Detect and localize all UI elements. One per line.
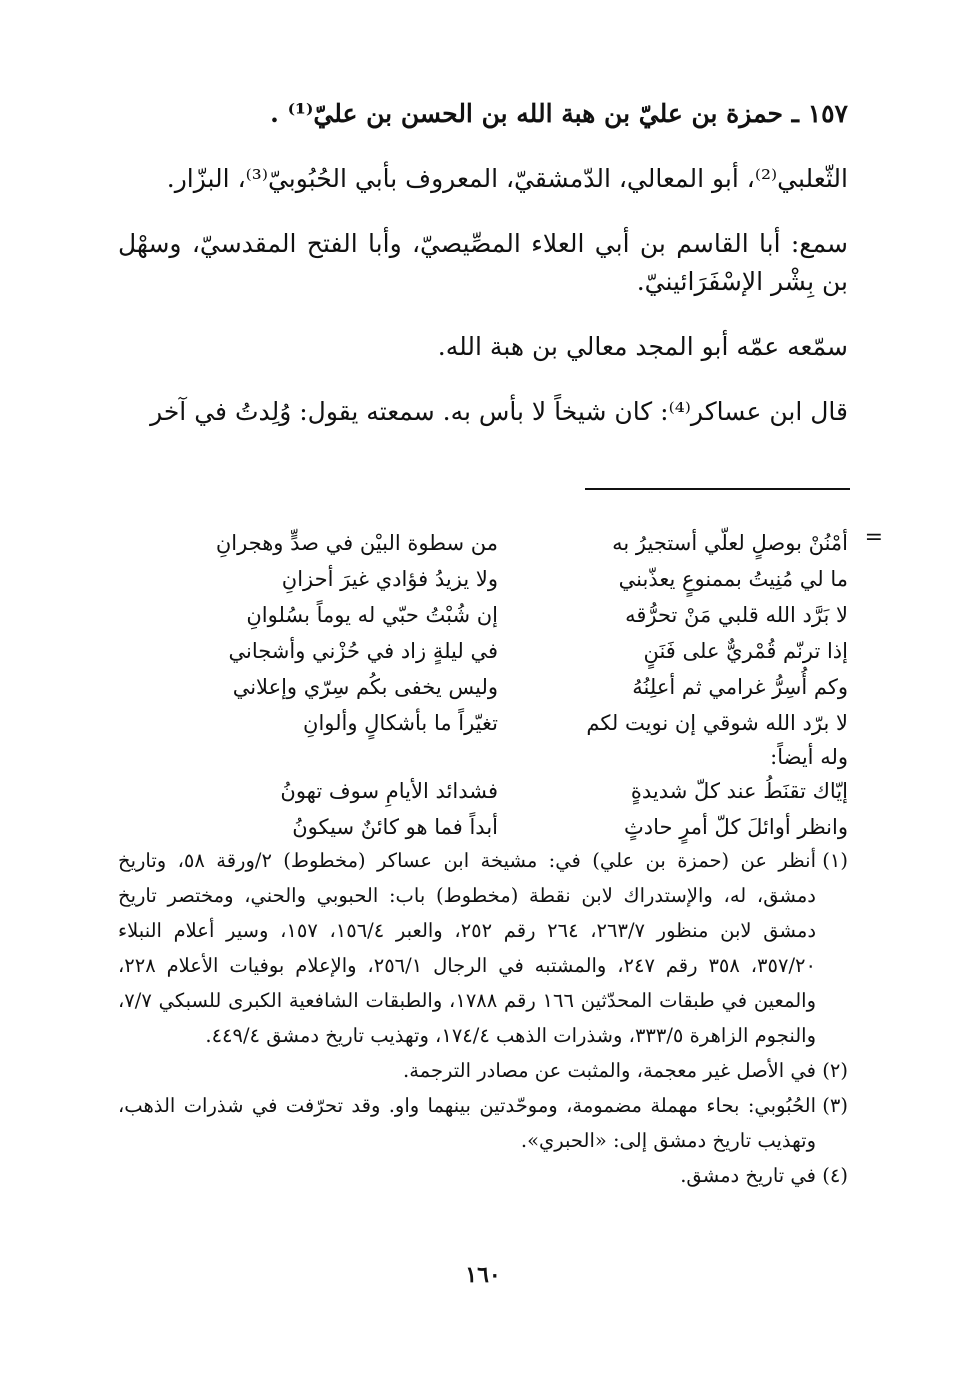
poem-label: وله أيضاً:	[770, 745, 848, 769]
hemistich-first: ما لي مُنِيتُ بممنوعٍ يعذّبني	[618, 567, 848, 591]
hemistich-second: من سطوة البيْن في صدٍّ وهجرانِ	[215, 531, 498, 555]
verse	[88, 525, 848, 561]
entry-title: ١٥٧ ـ حمزة بن عليّ بن هبة الله بن الحسن بن عليّ⁽¹⁾ .	[270, 99, 848, 128]
verse	[88, 705, 848, 741]
hemistich-second: فشدائد الأيامِ سوف تهونُ	[280, 779, 498, 803]
verse	[88, 633, 848, 669]
verse	[88, 669, 848, 705]
verse	[88, 561, 848, 597]
footnote-number: (١)	[822, 849, 848, 872]
footnote-number: (٤)	[822, 1164, 848, 1187]
footnote-number: (٢)	[822, 1059, 848, 1082]
hemistich-second: ولا يزيدُ فؤادي غيرَ أحزانِ	[281, 567, 498, 591]
paragraph-students: سمّعه عمّه أبو المجد معالي بن هبة الله.	[437, 332, 848, 361]
footnote	[118, 1158, 848, 1193]
paragraph-quote: قال ابن عساكر⁽⁴⁾: كان شيخاً لا بأس به. سمعته يقول: وُلِدتُ في آخر	[150, 397, 848, 426]
hemistich-second: تغيّراً ما بأشكالٍ وألوانِ	[303, 711, 498, 735]
hemistich-second: أبداً فما هو كائنٌ سيكونُ	[292, 815, 498, 839]
hemistich-second: وليس يخفى بكُم سِرّي وإعلاني	[232, 675, 498, 699]
footnote-text: الحُبُوبي: بحاء مهملة مضمومة، وموحّدتين بينهما واو. وقد تحرّفت في شذرات الذهب، وتهذيب تاريخ دمشق إلى: «الحبري».	[118, 1094, 816, 1152]
hemistich-first: لا بَرَّد الله قلبي مَنْ تحرُّقه	[625, 603, 848, 627]
footnote-text: أنظر عن (حمزة بن علي) في: مشيخة ابن عساكر (مخطوط) ٢/ورقة ٥٨، وتاريخ دمشق، له، والإستدراك لابن نقطة (مخطوط) باب: الحبوبي والحني، ومختصر تاريخ دمشق لابن منظور ٢٦٣/٧، ٢٦٤ رقم ٢٥٢، والعبر ١٥٦/٤، ١٥٧، وسير أعلام النبلاء ٣٥٧/٢٠، ٣٥٨ رقم ٢٤٧، والمشتبه في الرجال ٢٥٦/١، والإعلام بوفيات الأعلام ٢٢٨، والمعين في طبقات المحدّثين ١٦٦ رقم ١٧٨٨، والطبقات الشافعية الكبرى للسبكي ٧/٧، والنجوم الزاهرة ٣٣٣/٥، وشذرات الذهب ١٧٤/٤، وتهذيب تاريخ دمشق ٤٤٩/٤.	[118, 849, 817, 1047]
hemistich-first: وكم أُسِرُّ غرامي ثم أعلِنُهُ	[632, 675, 848, 699]
hemistich-first: أمْنُنْ بوصلٍ لعلّي أستجيرُ به	[612, 531, 848, 555]
footnote	[118, 1088, 848, 1158]
hemistich-second: إن شُبْتُ حبّي له يوماً بسُلوانِ	[246, 603, 498, 627]
main-text	[118, 95, 848, 458]
verse	[88, 597, 848, 633]
footnote-text: في تاريخ دمشق.	[680, 1164, 816, 1187]
page-number: ١٦٠	[465, 1262, 501, 1288]
footnote	[118, 1053, 848, 1088]
hemistich-second: في ليلةٍ زاد في حُزْني وأشجاني	[228, 639, 498, 663]
hemistich-first: لا برّد الله شوقي إن نويت لكم	[586, 711, 848, 735]
hemistich-first: وانظر أوائلَ كلّ أمرٍ حادثٍ	[624, 815, 848, 839]
hemistich-first: إذا ترنّم قُمْريٌّ على فَنَنٍ	[643, 639, 848, 663]
paragraph-nisba: الثّعلبي⁽²⁾، أبو المعالي، الدّمشقيّ، المعروف بأبي الحُبُوبيّ⁽³⁾، البزّار.	[166, 164, 848, 193]
paragraph-teachers: سمع: أبا القاسم بن أبي العلاء المصِّيصيّ، وأبا الفتح المقدسيّ، وسهْل بن بِشْر الإسْفَرَائينيّ.	[118, 229, 848, 296]
footnote-divider	[585, 488, 850, 490]
poem-block	[88, 525, 883, 845]
footnote-text: في الأصل غير معجمة، والمثبت عن مصادر الترجمة.	[403, 1059, 816, 1082]
hemistich-first: إيّاك تقنَطُ عند كلّ شديدةٍ	[630, 779, 848, 803]
footnote-number: (٣)	[822, 1094, 848, 1117]
footnote	[118, 843, 848, 1053]
verse	[88, 809, 848, 845]
footnotes	[118, 843, 848, 1193]
continuation-mark: =	[864, 525, 883, 550]
verse	[88, 773, 848, 809]
